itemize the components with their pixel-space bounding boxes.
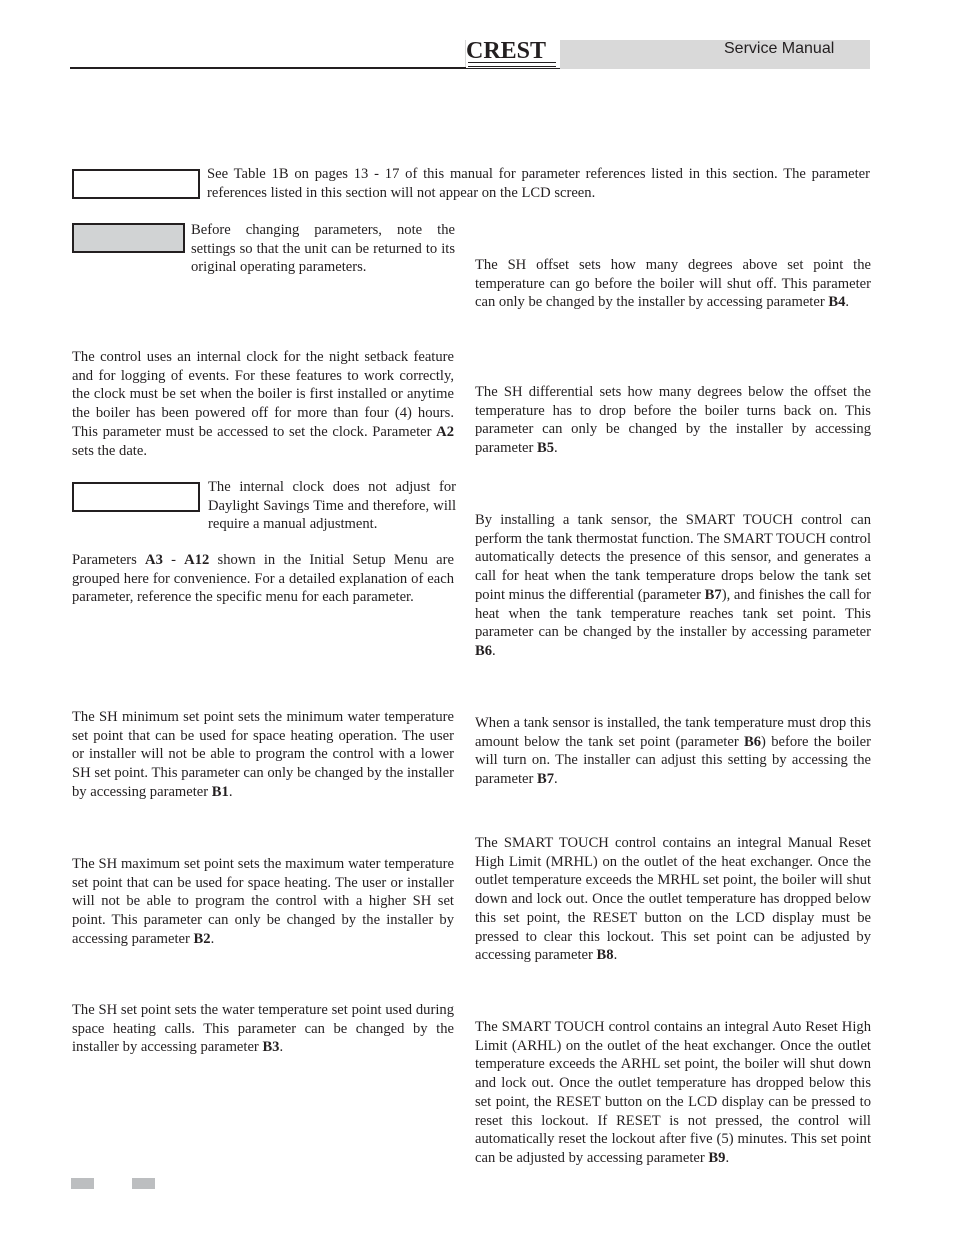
logo-underline [468, 62, 556, 67]
caution-before-changing: Before changing parameters, note the settings so that the unit can be returned to its original operating parameters. [191, 222, 455, 276]
tank-differential-paragraph: When a tank sensor is installed, the tank temperature must drop this amount below the tank set point (parameter B6) before the boiler will turn on. The installer can adjust this setting by accessing the parameter B7. [475, 715, 871, 788]
footer-marker-left [71, 1178, 94, 1189]
sh-maximum-paragraph: The SH maximum set point sets the maximum water temperature set point that can be used for space heating. The user or installer will not be able to program the control with a higher SH set point. This parameter can only be changed by the installer by accessing parameter B2. [72, 856, 454, 947]
clock-paragraph: The control uses an internal clock for the night setback feature and for logging of events. For these features to work correctly, the clock must be set when the boiler is first installed or anytime the boiler has been powered off for more than four (4) hours. This parameter must be accessed to set the clock. Parameter A2 sets the date. [72, 349, 454, 459]
manual-reset-high-limit-paragraph: The SMART TOUCH control contains an integral Manual Reset High Limit (MRHL) on the outlet of the heat exchanger. Once the outlet temperature exceeds the MRHL set point, the boiler will shut down and lock out. Once the outlet temperature has dropped below this set point, the RESET button on the LCD display must be pressed to clear this lockout. This set point can be adjusted by accessing parameter B8. [475, 835, 871, 964]
params-grouped-paragraph: Parameters A3 - A12 shown in the Initial Setup Menu are grouped here for convenience. For a detailed explanation of each parameter, reference the specific menu for each parameter. [72, 552, 454, 606]
page-header-title: Service Manual [724, 40, 835, 57]
sh-minimum-paragraph: The SH minimum set point sets the minimum water temperature set point that can be used for space heating operation. The user or installer will not be able to program the control with a lower SH set point. This parameter can only be changed by the installer by accessing parameter B1. [72, 709, 454, 800]
sh-offset-paragraph: The SH offset sets how many degrees above set point the temperature can go before the boiler will shut off. This parameter can only be changed by the installer by accessing parameter B4. [475, 257, 871, 311]
caution-callout-box [72, 223, 185, 253]
note-callout-box [72, 169, 200, 199]
sh-differential-paragraph: The SH differential sets how many degrees below the offset the temperature has to drop before the boiler turns back on. This parameter can only be changed by the installer by accessing parameter B5. [475, 384, 871, 457]
auto-reset-high-limit-paragraph: The SMART TOUCH control contains an integral Auto Reset High Limit (ARHL) on the outlet of the heat exchanger. Once the outlet temperature exceeds the ARHL set point, the boiler will shut down and lock out. Once the outlet temperature has dropped below this set point, the RESET button on the LCD display can be pressed to reset this lockout. If RESET is not pressed, the control will automatically reset the lockout after five (5) minutes. This set point can be adjusted by accessing parameter B9. [475, 1019, 871, 1166]
footer-marker-right [132, 1178, 155, 1189]
tank-sensor-paragraph: By installing a tank sensor, the SMART TOUCH control can perform the tank thermostat function. The SMART TOUCH control automatically detects the presence of this sensor, and generates a call for heat when the tank temperature drops below the tank set point minus the differential (parameter B7), and finishes the call for heat when the tank temperature reaches tank set point. This parameter can be changed by the installer by accessing parameter B6. [475, 512, 871, 659]
crest-logo [466, 40, 560, 68]
note-dst-callout-box [72, 482, 200, 512]
note-table-reference: See Table 1B on pages 13 - 17 of this manual for parameter references listed in this section. The parameter references listed in this section will not appear on the LCD screen. [207, 166, 870, 201]
sh-set-point-paragraph: The SH set point sets the water temperature set point used during space heating calls. This parameter can be changed by the installer by accessing parameter B3. [72, 1002, 454, 1056]
logo-wordmark: CREST [466, 38, 547, 64]
note-daylight-savings: The internal clock does not adjust for Daylight Savings Time and therefore, will require a manual adjustment. [208, 479, 456, 533]
